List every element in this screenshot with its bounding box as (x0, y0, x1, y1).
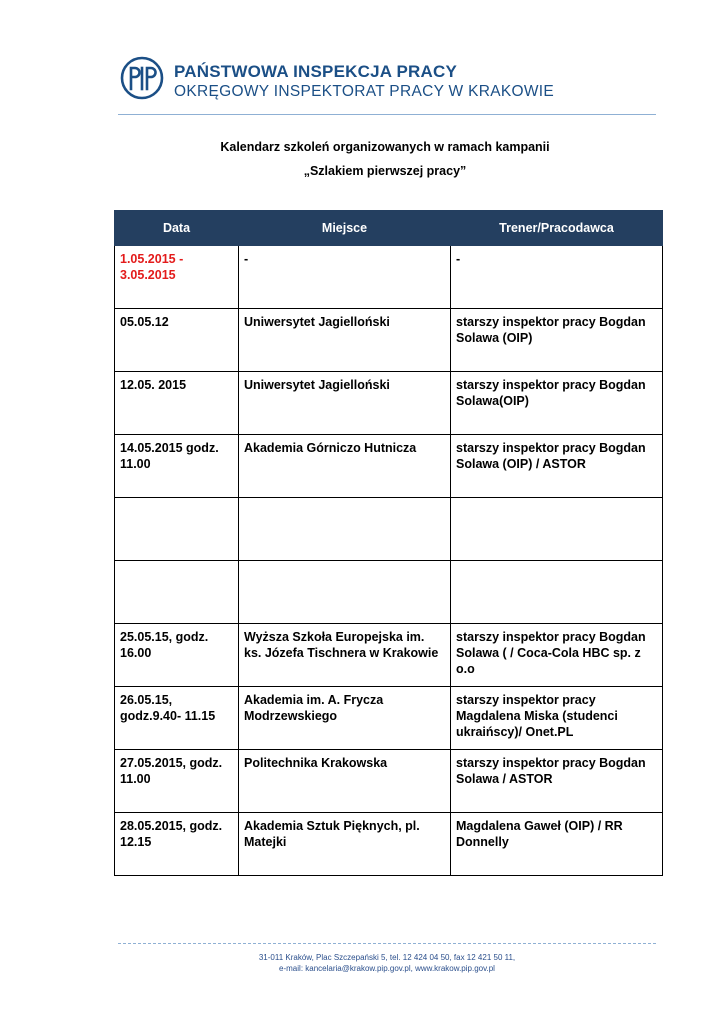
org-subtitle: OKRĘGOWY INSPEKTORAT PRACY W KRAKOWIE (174, 83, 555, 100)
cell-date: 25.05.15, godz. 16.00 (115, 624, 239, 687)
cell-trainer: starszy inspektor pracy Bogdan Solawa (OIP) (451, 309, 663, 372)
cell-place: - (239, 246, 451, 309)
cell-place (239, 561, 451, 624)
cell-date: 14.05.2015 godz. 11.00 (115, 435, 239, 498)
cell-date: 26.05.15, godz.9.40- 11.15 (115, 687, 239, 750)
table-row (115, 687, 663, 750)
cell-trainer: starszy inspektor pracy Bogdan Solawa ( / Coca-Cola HBC sp. z o.o (451, 624, 663, 687)
cell-date (115, 498, 239, 561)
cell-trainer: - (451, 246, 663, 309)
cell-date: 28.05.2015, godz. 12.15 (115, 813, 239, 876)
table-row (115, 309, 663, 372)
cell-trainer: starszy inspektor pracy Bogdan Solawa(OIP) (451, 372, 663, 435)
pip-logo-icon (120, 56, 164, 100)
cell-date: 05.05.12 (115, 309, 239, 372)
letterhead (118, 56, 658, 106)
cell-trainer: Magdalena Gaweł (OIP) / RR Donnelly (451, 813, 663, 876)
column-header-place: Miejsce (239, 211, 451, 246)
table-row (115, 372, 663, 435)
cell-place: Akademia Górniczo Hutnicza (239, 435, 451, 498)
footer-divider (118, 943, 656, 944)
cell-trainer (451, 498, 663, 561)
cell-date (115, 561, 239, 624)
table-row (115, 498, 663, 561)
header-divider (118, 114, 656, 115)
footer-dot: . (385, 940, 387, 946)
table-row (115, 624, 663, 687)
table-row (115, 813, 663, 876)
table-row (115, 561, 663, 624)
table-row (115, 750, 663, 813)
cell-date: 1.05.2015 - 3.05.2015 (115, 246, 239, 309)
cell-place: Akademia im. A. Frycza Modrzewskiego (239, 687, 451, 750)
cell-trainer (451, 561, 663, 624)
cell-trainer: starszy inspektor pracy Bogdan Solawa (OIP) / ASTOR (451, 435, 663, 498)
document-title: Kalendarz szkoleń organizowanych w ramach kampanii (220, 140, 550, 154)
table-row (115, 246, 663, 309)
column-header-date: Data (115, 211, 239, 246)
cell-place (239, 498, 451, 561)
cell-date: 27.05.2015, godz. 11.00 (115, 750, 239, 813)
schedule-table (114, 210, 663, 876)
column-header-trainer: Trener/Pracodawca (451, 211, 663, 246)
table-row (115, 435, 663, 498)
cell-date: 12.05. 2015 (115, 372, 239, 435)
footer-address: 31-011 Kraków, Plac Szczepański 5, tel. 12 424 04 50, fax 12 421 50 11, (258, 953, 516, 962)
cell-place: Uniwersytet Jagielloński (239, 372, 451, 435)
cell-place: Politechnika Krakowska (239, 750, 451, 813)
campaign-name: „Szlakiem pierwszej pracy” (303, 164, 467, 178)
footer-contact: e-mail: kancelaria@krakow.pip.gov.pl, www.krakow.pip.gov.pl (279, 964, 495, 973)
table-header-row (115, 211, 663, 246)
cell-place: Uniwersytet Jagielloński (239, 309, 451, 372)
cell-trainer: starszy inspektor pracy Bogdan Solawa / ASTOR (451, 750, 663, 813)
cell-place: Akademia Sztuk Pięknych, pl. Matejki (239, 813, 451, 876)
cell-place: Wyższa Szkoła Europejska im. ks. Józefa Tischnera w Krakowie (239, 624, 451, 687)
org-name: PAŃSTWOWA INSPEKCJA PRACY (174, 62, 458, 81)
cell-trainer: starszy inspektor pracy Magdalena Miska (studenci ukraińscy)/ Onet.PL (451, 687, 663, 750)
